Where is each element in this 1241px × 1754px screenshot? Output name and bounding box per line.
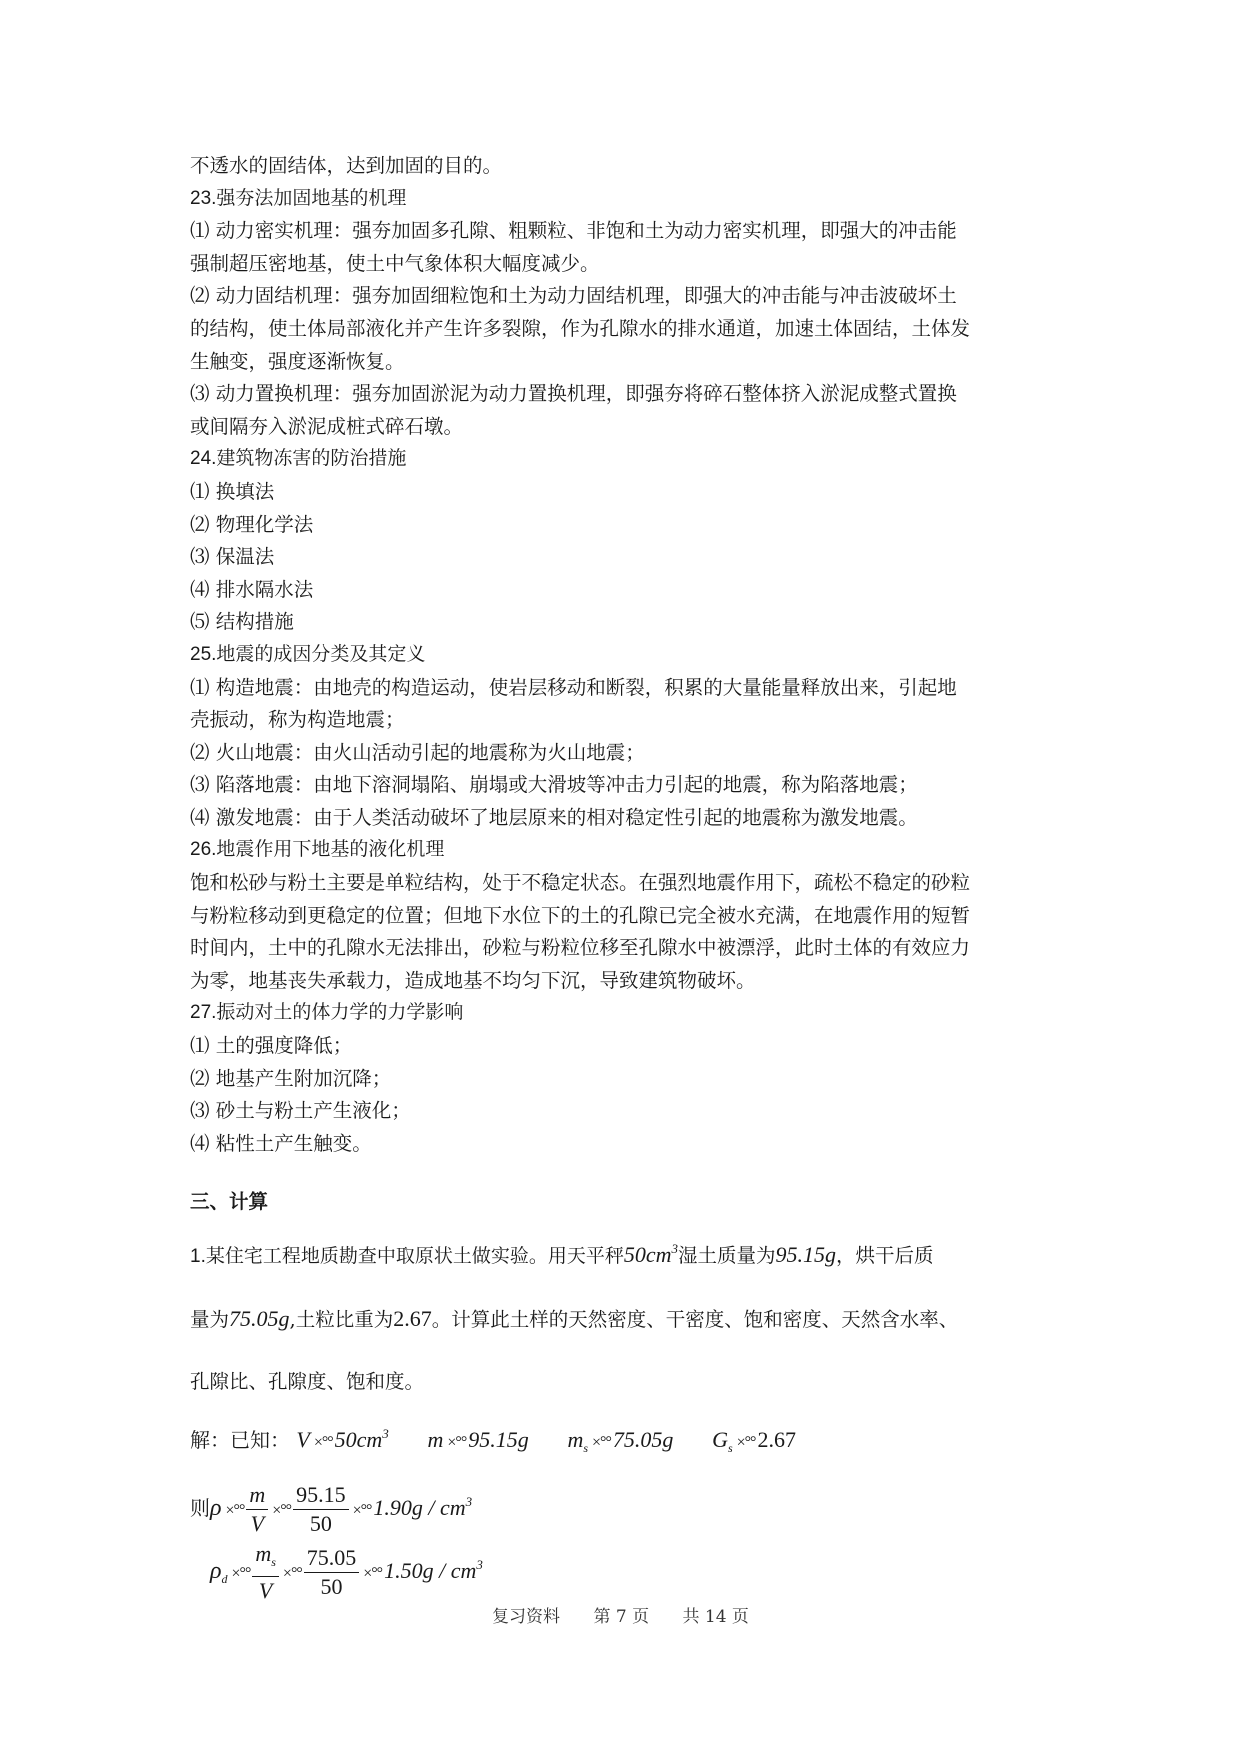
list-item: ⑵ 物理化学法 — [190, 512, 314, 536]
paragraph-line: ⑴ 动力密实机理：强夯加固多孔隙、粗颗粒、非饱和土为动力密实机理，即强大的冲击能 — [190, 219, 957, 243]
footer-doc-name: 复习资料 — [492, 1607, 561, 1627]
question-heading-24: 24.建筑物冻害的防治措施 — [190, 448, 407, 470]
math-expression: $1.90g / cm^3$ — [373, 1493, 473, 1520]
question-heading-23: 23.强夯法加固地基的机理 — [190, 187, 407, 209]
question-heading-27: 27.振动对土的体力学的力学影响 — [190, 1002, 464, 1024]
paragraph-line: 或间隔夯入淤泥成桩式碎石墩。 — [190, 414, 464, 438]
footer-total-pages: 共 14 页 — [682, 1607, 749, 1627]
paragraph-line: ⑶ 动力置换机理：强夯加固淤泥为动力置换机理，即强夯将碎石整体挤入淤泥成整式置换 — [190, 382, 957, 406]
fraction: $\frac{75.05}{50}$ — [304, 1544, 360, 1601]
equals-glyph: ×°° — [736, 1434, 756, 1451]
paragraph-line: 不透水的固结体，达到加固的目的。 — [190, 154, 503, 177]
math-expression: 2.67 — [757, 1427, 796, 1452]
list-item: ⑴ 换填法 — [190, 479, 275, 503]
question-line: 1.某住宅工程地质勘查中取原状土做实验。用天平秤$50cm^3$湿土质量为95.15g，烘干后质 — [190, 1241, 934, 1267]
paragraph-line: 饱和松砂与粉土主要是单粒结构，处于不稳定状态。在强烈地震作用下，疏松不稳定的砂粒 — [190, 871, 971, 895]
dry-density-formula: $\rho_d$ ×°° $\frac{m_s}{V}$ ×°° $\frac{75.05}{50}$ $\times^\circ^\circ 1.50g / cm^3$ — [210, 1540, 483, 1603]
math-expression: m — [427, 1427, 444, 1452]
calculation-question-1 — [190, 1233, 1060, 1398]
math-expression: 95.15g — [468, 1427, 529, 1452]
paragraph-line: ⑵ 火山地震：由火山活动引起的地震称为火山地震； — [190, 740, 645, 764]
list-item: ⑷ 排水隔水法 — [190, 577, 314, 601]
question-heading-25: 25.地震的成因分类及其定义 — [190, 643, 426, 665]
footer-page-number: 第 7 页 — [593, 1607, 650, 1627]
question-line: 孔隙比、孔隙度、饱和度。 — [190, 1370, 425, 1393]
math-expression: $50cm^3$ — [623, 1241, 679, 1267]
paragraph-line: 的结构，使土体局部液化并产生许多裂隙，作为孔隙水的排水通道，加速土体固结，土体发 — [190, 316, 971, 340]
paragraph-line: 壳振动，称为构造地震； — [190, 708, 405, 732]
math-expression: 2.67 — [393, 1306, 432, 1331]
math-expression: 75.05g — [229, 1306, 290, 1331]
paragraph-line: ⑷ 激发地震：由于人类活动破坏了地层原来的相对稳定性引起的地震称为激发地震。 — [190, 805, 918, 829]
fraction: $\frac{m_s}{V}$ — [252, 1540, 279, 1605]
paragraph-line: 与粉粒移动到更稳定的位置；但地下水位下的土的孔隙已完全被水充满，在地震作用的短暂 — [190, 903, 971, 927]
fraction: $\frac{95.15}{50}$ — [293, 1481, 349, 1538]
math-expression: $m_s$ — [567, 1427, 589, 1455]
list-item: ⑶ 保温法 — [190, 545, 275, 569]
list-item: ⑶ 砂土与粉土产生液化； — [190, 1099, 411, 1123]
fraction: $\frac{m}{V}$ — [246, 1481, 268, 1538]
math-expression: 95.15g — [775, 1242, 837, 1267]
density-formula: 则ρ ×°° $\frac{m}{V}$ ×°° $\frac{95.15}{50}$ $\times^\circ^\circ 1.90g / cm^3$ — [190, 1481, 473, 1536]
paragraph-line: 时间内，土中的孔隙水无法排出，砂粒与粉粒位移至孔隙水中被漂浮，此时土体的有效应力 — [190, 936, 971, 960]
question-line: 量为75.05g,土粒比重为2.67。计算此土样的天然密度、干密度、饱和密度、天然含水率、 — [190, 1306, 959, 1331]
paragraph-line: ⑶ 陷落地震：由地下溶洞塌陷、崩塌或大滑坡等冲击力引起的地震，称为陷落地震； — [190, 773, 918, 797]
paragraph-line: ⑵ 动力固结机理：强夯加固细粒饱和土为动力固结机理，即强大的冲击能与冲击波破坏土 — [190, 284, 957, 308]
page-content — [190, 150, 1060, 1605]
rho-symbol: ρ — [210, 1494, 222, 1521]
math-expression: V — [296, 1427, 310, 1452]
rho-symbol: $\rho_d$ — [210, 1557, 228, 1586]
math-expression: 75.05g — [612, 1427, 674, 1452]
paragraph-line: ⑴ 构造地震：由地壳的构造运动，使岩层移动和断裂，积累的大量能量释放出来，引起地 — [190, 675, 957, 699]
equals-glyph: ×°° — [447, 1434, 467, 1451]
list-item: ⑸ 结构措施 — [190, 610, 294, 634]
section-title: 三、计算 — [190, 1190, 269, 1214]
list-item: ⑴ 土的强度降低； — [190, 1034, 353, 1058]
paragraph-line: 为零，地基丧失承载力，造成地基不均匀下沉，导致建筑物破坏。 — [190, 968, 756, 992]
question-heading-26: 26.地震作用下地基的液化机理 — [190, 839, 445, 861]
equals-glyph: ×°° — [313, 1434, 333, 1451]
list-item: ⑷ 粘性土产生触变。 — [190, 1131, 372, 1155]
page-footer — [0, 1602, 1241, 1627]
list-item: ⑵ 地基产生附加沉降； — [190, 1066, 392, 1090]
math-expression: $G_s$ — [712, 1427, 733, 1455]
solution-known-line: 解：已知： $V \times^\circ^\circ 50cm^3$ m ×°°95.15g $m_s \times^\circ^\circ 75.05g$ $G_s \times^\circ^\circ 2.67$ — [190, 1418, 1060, 1465]
math-expression: $50cm^3$ — [334, 1426, 389, 1452]
paragraph-line: 生触变，强度逐渐恢复。 — [190, 349, 405, 373]
math-expression: $1.50g / cm^3$ — [384, 1556, 483, 1583]
paragraph-line: 强制超压密地基，使土中气象体积大幅度减少。 — [190, 251, 600, 275]
equals-glyph: ×°° — [592, 1434, 611, 1451]
